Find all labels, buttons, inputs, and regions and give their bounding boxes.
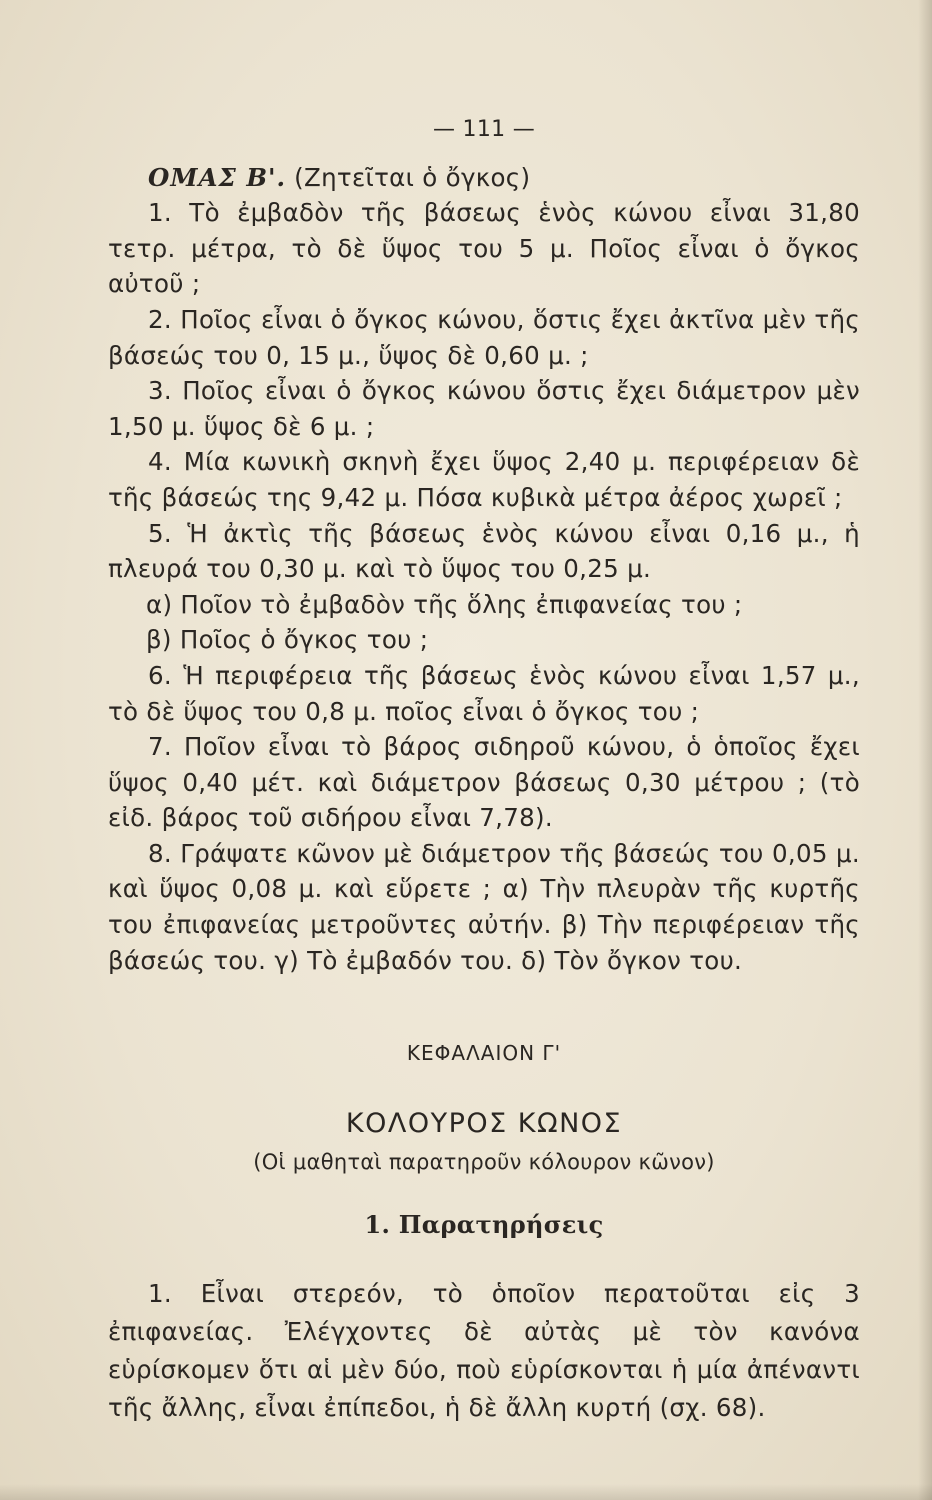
page-number: — 111 — [432, 117, 536, 142]
exercise-5-part-b: β) Ποῖος ὁ ὄγκος του ; [146, 625, 429, 655]
section-heading: 1. Παρατηρήσεις [364, 1210, 604, 1240]
group-heading-line [108, 160, 860, 196]
exercise-6: 6. Ἡ περιφέρεια τῆς βάσεως ἑνὸς κώνου εἶναι 1,57 μ., τὸ δὲ ὕψος του 0,8 μ. ποῖος εἶναι ὁ ὄγκος του ; [108, 660, 860, 726]
page-bottom-shadow [0, 1484, 932, 1500]
exercise-7: 7. Ποῖον εἶναι τὸ βάρος σιδηροῦ κώνου, ὁ ὁποῖος ἔχει ὕψος 0,40 μέτ. καὶ διάμετρον βάσεως 0,30 μέτρου ; (τὸ εἰδ. βάρος τοῦ σιδήρου εἶναι 7,78). [108, 732, 860, 833]
page-content [108, 112, 860, 1427]
chapter-title: ΚΟΛΟΥΡΟΣ ΚΩΝΟΣ [345, 1107, 623, 1139]
chapter-subtitle: (Οἱ μαθηταὶ παρατηροῦν κόλουρον κῶνον) [253, 1150, 715, 1175]
page-edge-shadow [918, 0, 932, 1500]
exercise-8: 8. Γράψατε κῶνον μὲ διάμετρον τῆς βάσεώς του 0,05 μ. καὶ ὕψος 0,08 μ. καὶ εὕρετε ; α) Τὴν πλευρὰν τῆς κυρτῆς του ἐπιφανείας μετροῦντες αὐτήν. β) Τὴν περιφέρειαν τῆς βάσεώς του. γ) Τὸ ἐμβαδόν του. δ) Τὸν ὄγκον του. [108, 838, 860, 975]
exercise-5-part-a: α) Ποῖον τὸ ἐμβαδὸν τῆς ὅλης ἐπιφανείας του ; [146, 589, 743, 619]
group-heading: ΟΜΑΣ Β'. [148, 162, 287, 192]
observation-1: 1. Εἶναι στερεόν, τὸ ὁποῖον περατοῦται εἰς 3 ἐπιφανείας. Ἐλέγχοντες δὲ αὐτὰς μὲ τὸν κανόνα εὑρίσκομεν ὅτι αἱ μὲν δύο, ποὺ εὑρίσκονται ἡ μία ἀπέναντι τῆς ἄλλης, εἶναι ἐπίπεδοι, ἡ δὲ ἄλλη κυρτή (σχ. 68). [108, 1278, 860, 1422]
exercise-5: 5. Ἡ ἀκτὶς τῆς βάσεως ἑνὸς κώνου εἶναι 0,16 μ., ἡ πλευρά του 0,30 μ. καὶ τὸ ὕψος του 0,25 μ. [108, 518, 860, 584]
exercise-2: 2. Ποῖος εἶναι ὁ ὄγκος κώνου, ὅστις ἔχει ἀκτῖνα μὲν τῆς βάσεώς του 0, 15 μ., ὕψος δὲ 0,60 μ. ; [108, 304, 860, 370]
group-note: (Ζητεῖται ὁ ὄγκος) [294, 162, 531, 192]
exercise-3: 3. Ποῖος εἶναι ὁ ὄγκος κώνου ὅστις ἔχει διάμετρον μὲν 1,50 μ. ὕψος δὲ 6 μ. ; [108, 376, 860, 441]
exercise-1: 1. Τὸ ἐμβαδὸν τῆς βάσεως ἑνὸς κώνου εἶναι 31,80 τετρ. μέτρα, τὸ δὲ ὕψος του 5 μ. Ποῖος εἶναι ὁ ὄγκος αὐτοῦ ; [108, 198, 860, 299]
exercise-4: 4. Μία κωνικὴ σκηνὴ ἔχει ὕψος 2,40 μ. περιφέρειαν δὲ τῆς βάσεώς της 9,42 μ. Πόσα κυβικὰ μέτρα ἀέρος χωρεῖ ; [108, 447, 860, 512]
chapter-heading: ΚΕΦΑΛΑΙΟΝ Γ' [406, 1041, 562, 1066]
